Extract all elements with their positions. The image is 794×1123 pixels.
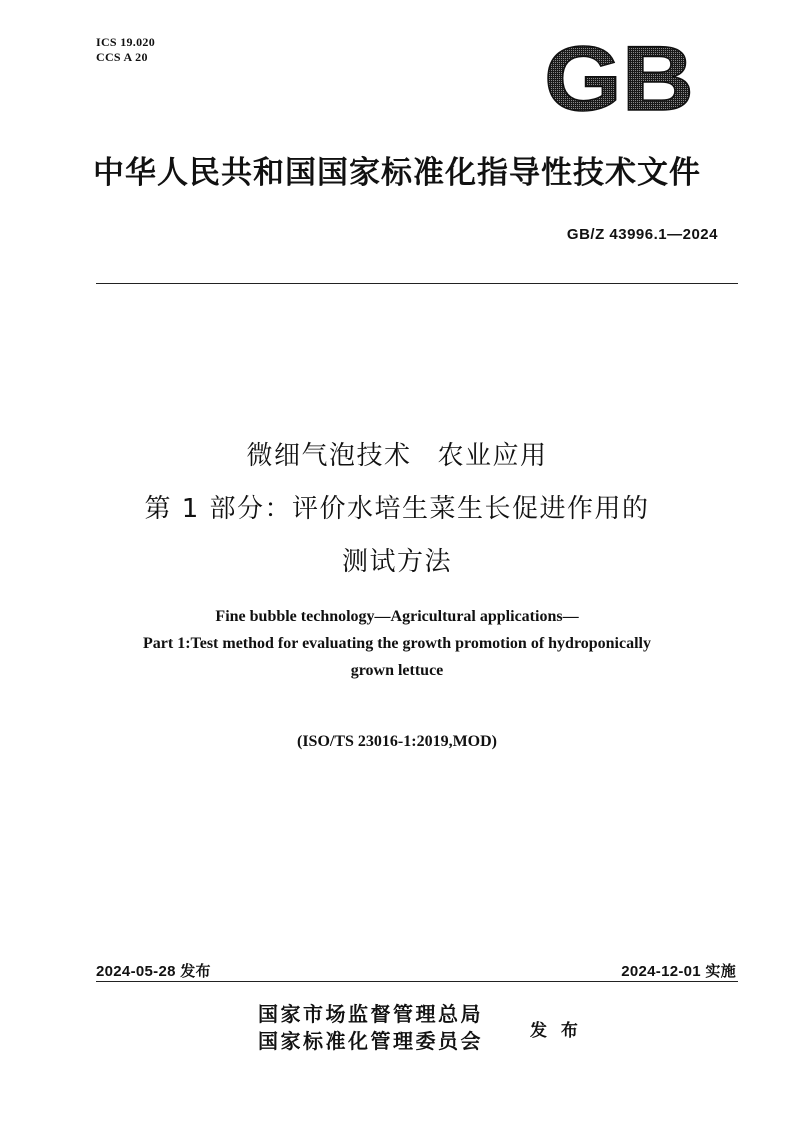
issuer-sac: 国家标准化管理委员会 [258,1029,483,1053]
chinese-title-line-1-part-1: 微细气泡技术 [246,441,412,471]
english-title-line-2: Part 1:Test method for evaluating the growth promotion of hydroponically [142,635,651,652]
issuer-samr: 国家市场监督管理总局 [258,1002,483,1026]
english-title-line-3: grown lettuce [350,662,444,679]
english-title [0,603,794,684]
ics-code: ICS 19.020 [96,35,156,49]
ccs-code: CCS A 20 [96,50,148,64]
english-title-line-1: Fine bubble technology—Agricultural applications— [215,608,579,625]
chinese-title-line-1 [0,430,794,483]
adoption-reference: (ISO/TS 23016-1:2019,MOD) [297,733,497,750]
chinese-title [0,430,794,589]
implementation-date: 2024-12-01 实施 [621,963,736,980]
release-label: 发 布 [530,1021,582,1041]
chinese-title-line-2: 第 1 部分：评价水培生菜生长促进作用的 [144,494,650,524]
chinese-title-line-3: 测试方法 [341,547,452,577]
gb-logo-text: GB [544,38,694,118]
document-type-heading: 中华人民共和国国家标准化指导性技术文件 [93,155,701,191]
gb-logo [541,38,697,118]
classification-codes [96,35,155,65]
standard-number: GB/Z 43996.1—2024 [566,226,718,243]
issuing-authorities [258,1001,483,1055]
chinese-title-line-1-part-2: 农业应用 [437,441,548,471]
bottom-divider [96,981,738,982]
issue-date: 2024-05-28 发布 [96,963,211,980]
top-divider [96,283,738,284]
